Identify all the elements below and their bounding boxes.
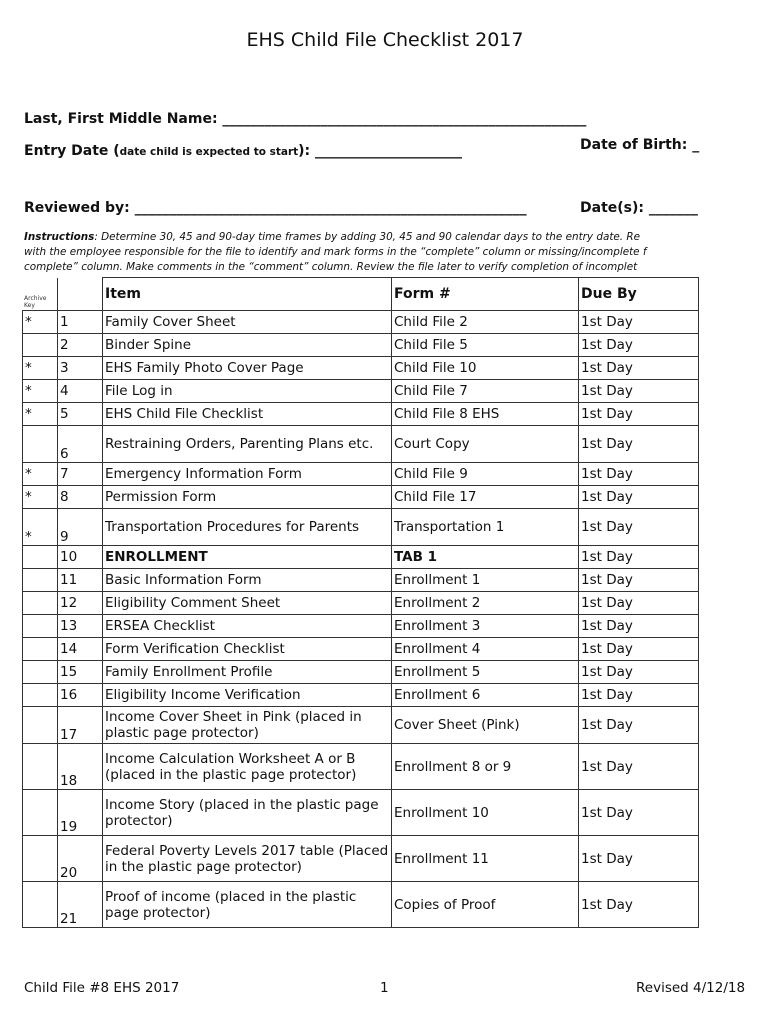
form-number: Copies of Proof xyxy=(392,882,579,928)
footer-page-number: 1 xyxy=(380,980,389,996)
archive-mark xyxy=(23,744,58,790)
due-by: 1st Day xyxy=(579,592,699,615)
instructions-line-1: : Determine 30, 45 and 90-day time frames by adding 30, 45 and 90 calendar days to the entry date. Re xyxy=(94,231,641,243)
header-number-cell xyxy=(58,278,103,311)
item-name: EHS Child File Checklist xyxy=(103,403,392,426)
due-by: 1st Day xyxy=(579,426,699,463)
due-by: 1st Day xyxy=(579,569,699,592)
item-name: Income Calculation Worksheet A or B (placed in the plastic page protector) xyxy=(103,744,392,790)
due-by: 1st Day xyxy=(579,334,699,357)
table-row xyxy=(23,426,699,463)
item-name: Restraining Orders, Parenting Plans etc. xyxy=(103,426,392,463)
item-name: Binder Spine xyxy=(103,334,392,357)
header-due-by: Due By xyxy=(579,278,699,311)
table-header-row xyxy=(23,278,699,311)
item-name: Eligibility Comment Sheet xyxy=(103,592,392,615)
archive-key-line-1: Archive xyxy=(24,295,47,302)
table-row xyxy=(23,836,699,882)
table-row xyxy=(23,707,699,744)
item-name: Form Verification Checklist xyxy=(103,638,392,661)
due-by: 1st Day xyxy=(579,463,699,486)
item-name: Transportation Procedures for Parents xyxy=(103,509,392,546)
row-number: 21 xyxy=(58,882,103,928)
form-number: Child File 17 xyxy=(392,486,579,509)
header-form-number: Form # xyxy=(392,278,579,311)
form-number: Child File 9 xyxy=(392,463,579,486)
archive-mark xyxy=(23,790,58,836)
page-title: EHS Child File Checklist 2017 xyxy=(246,29,524,51)
form-number: TAB 1 xyxy=(392,546,579,569)
archive-mark xyxy=(23,638,58,661)
row-number: 7 xyxy=(58,463,103,486)
review-dates-field: Date(s): _______ xyxy=(580,200,698,216)
table-row xyxy=(23,744,699,790)
form-number: Enrollment 8 or 9 xyxy=(392,744,579,790)
item-name: Proof of income (placed in the plastic page protector) xyxy=(103,882,392,928)
row-number: 5 xyxy=(58,403,103,426)
archive-mark xyxy=(23,615,58,638)
table-row xyxy=(23,380,699,403)
row-number: 16 xyxy=(58,684,103,707)
item-name: Income Cover Sheet in Pink (placed in plastic page protector) xyxy=(103,707,392,744)
table-row xyxy=(23,615,699,638)
form-number: Enrollment 1 xyxy=(392,569,579,592)
row-number: 20 xyxy=(58,836,103,882)
row-number: 19 xyxy=(58,790,103,836)
archive-mark: * xyxy=(23,403,58,426)
item-name: ENROLLMENT xyxy=(103,546,392,569)
due-by: 1st Day xyxy=(579,684,699,707)
due-by: 1st Day xyxy=(579,486,699,509)
archive-key-line-2: Key xyxy=(24,302,35,309)
instructions-label: Instructions xyxy=(24,231,95,243)
item-name: Basic Information Form xyxy=(103,569,392,592)
table-row xyxy=(23,546,699,569)
table-row xyxy=(23,569,699,592)
row-number: 12 xyxy=(58,592,103,615)
due-by: 1st Day xyxy=(579,509,699,546)
table-row xyxy=(23,463,699,486)
form-number: Child File 10 xyxy=(392,357,579,380)
table-row xyxy=(23,334,699,357)
item-name: Emergency Information Form xyxy=(103,463,392,486)
archive-mark xyxy=(23,592,58,615)
item-name: Eligibility Income Verification xyxy=(103,684,392,707)
table-row xyxy=(23,661,699,684)
item-name: File Log in xyxy=(103,380,392,403)
archive-mark xyxy=(23,569,58,592)
form-number: Child File 5 xyxy=(392,334,579,357)
archive-mark: * xyxy=(23,509,58,546)
row-number: 15 xyxy=(58,661,103,684)
child-name-field: Last, First Middle Name: ____________________________________________________ xyxy=(24,111,587,127)
form-number: Enrollment 6 xyxy=(392,684,579,707)
entry-date-blank: ): _____________________ xyxy=(298,143,463,159)
entry-date-hint: date child is expected to start xyxy=(119,146,299,158)
archive-mark xyxy=(23,334,58,357)
row-number: 2 xyxy=(58,334,103,357)
row-number: 13 xyxy=(58,615,103,638)
form-number: Court Copy xyxy=(392,426,579,463)
due-by: 1st Day xyxy=(579,707,699,744)
archive-mark: * xyxy=(23,357,58,380)
due-by: 1st Day xyxy=(579,403,699,426)
due-by: 1st Day xyxy=(579,615,699,638)
table-row xyxy=(23,638,699,661)
archive-mark xyxy=(23,426,58,463)
due-by: 1st Day xyxy=(579,882,699,928)
header-archive-cell xyxy=(23,278,58,311)
item-name: ERSEA Checklist xyxy=(103,615,392,638)
archive-mark: * xyxy=(23,463,58,486)
due-by: 1st Day xyxy=(579,661,699,684)
due-by: 1st Day xyxy=(579,311,699,334)
form-number: Enrollment 4 xyxy=(392,638,579,661)
archive-mark xyxy=(23,661,58,684)
table-row xyxy=(23,486,699,509)
form-number: Cover Sheet (Pink) xyxy=(392,707,579,744)
due-by: 1st Day xyxy=(579,836,699,882)
table-row xyxy=(23,790,699,836)
due-by: 1st Day xyxy=(579,380,699,403)
reviewed-by-field: Reviewed by: ________________________________________________________ xyxy=(24,200,527,216)
row-number: 4 xyxy=(58,380,103,403)
archive-mark xyxy=(23,836,58,882)
table-row xyxy=(23,403,699,426)
form-number: Enrollment 10 xyxy=(392,790,579,836)
table-row xyxy=(23,509,699,546)
instructions-line-3: complete” column. Make comments in the “comment” column. Review the file later to verify completion of incomplet xyxy=(24,261,638,273)
checklist-table xyxy=(22,277,699,928)
due-by: 1st Day xyxy=(579,638,699,661)
item-name: Income Story (placed in the plastic page protector) xyxy=(103,790,392,836)
form-number: Child File 7 xyxy=(392,380,579,403)
item-name: Family Enrollment Profile xyxy=(103,661,392,684)
footer-revision-date: Revised 4/12/18 xyxy=(636,980,746,996)
row-number: 10 xyxy=(58,546,103,569)
row-number: 3 xyxy=(58,357,103,380)
due-by: 1st Day xyxy=(579,546,699,569)
archive-mark xyxy=(23,684,58,707)
table-row xyxy=(23,684,699,707)
instructions xyxy=(24,230,700,275)
archive-mark: * xyxy=(23,380,58,403)
row-number: 17 xyxy=(58,707,103,744)
table-row xyxy=(23,311,699,334)
due-by: 1st Day xyxy=(579,357,699,380)
entry-date-label: Entry Date ( xyxy=(24,143,120,159)
item-name: Permission Form xyxy=(103,486,392,509)
footer-document-id: Child File #8 EHS 2017 xyxy=(24,980,180,996)
entry-date-field xyxy=(24,143,544,159)
table-row xyxy=(23,357,699,380)
form-number: Enrollment 5 xyxy=(392,661,579,684)
archive-mark: * xyxy=(23,311,58,334)
row-number: 14 xyxy=(58,638,103,661)
row-number: 18 xyxy=(58,744,103,790)
row-number: 8 xyxy=(58,486,103,509)
row-number: 1 xyxy=(58,311,103,334)
item-name: Family Cover Sheet xyxy=(103,311,392,334)
form-number: Child File 8 EHS xyxy=(392,403,579,426)
archive-mark xyxy=(23,546,58,569)
form-number: Enrollment 3 xyxy=(392,615,579,638)
item-name: Federal Poverty Levels 2017 table (Placed in the plastic page protector) xyxy=(103,836,392,882)
form-number: Enrollment 11 xyxy=(392,836,579,882)
table-row xyxy=(23,592,699,615)
archive-mark: * xyxy=(23,486,58,509)
row-number: 9 xyxy=(58,509,103,546)
row-number: 6 xyxy=(58,426,103,463)
table-row xyxy=(23,882,699,928)
instructions-line-2: with the employee responsible for the file to identify and mark forms in the “complete” column or missing/incomplete f xyxy=(24,246,647,258)
due-by: 1st Day xyxy=(579,790,699,836)
row-number: 11 xyxy=(58,569,103,592)
header-item: Item xyxy=(103,278,392,311)
form-number: Transportation 1 xyxy=(392,509,579,546)
form-number: Child File 2 xyxy=(392,311,579,334)
item-name: EHS Family Photo Cover Page xyxy=(103,357,392,380)
archive-mark xyxy=(23,707,58,744)
archive-mark xyxy=(23,882,58,928)
date-of-birth-field: Date of Birth: _ xyxy=(580,137,700,153)
due-by: 1st Day xyxy=(579,744,699,790)
form-number: Enrollment 2 xyxy=(392,592,579,615)
